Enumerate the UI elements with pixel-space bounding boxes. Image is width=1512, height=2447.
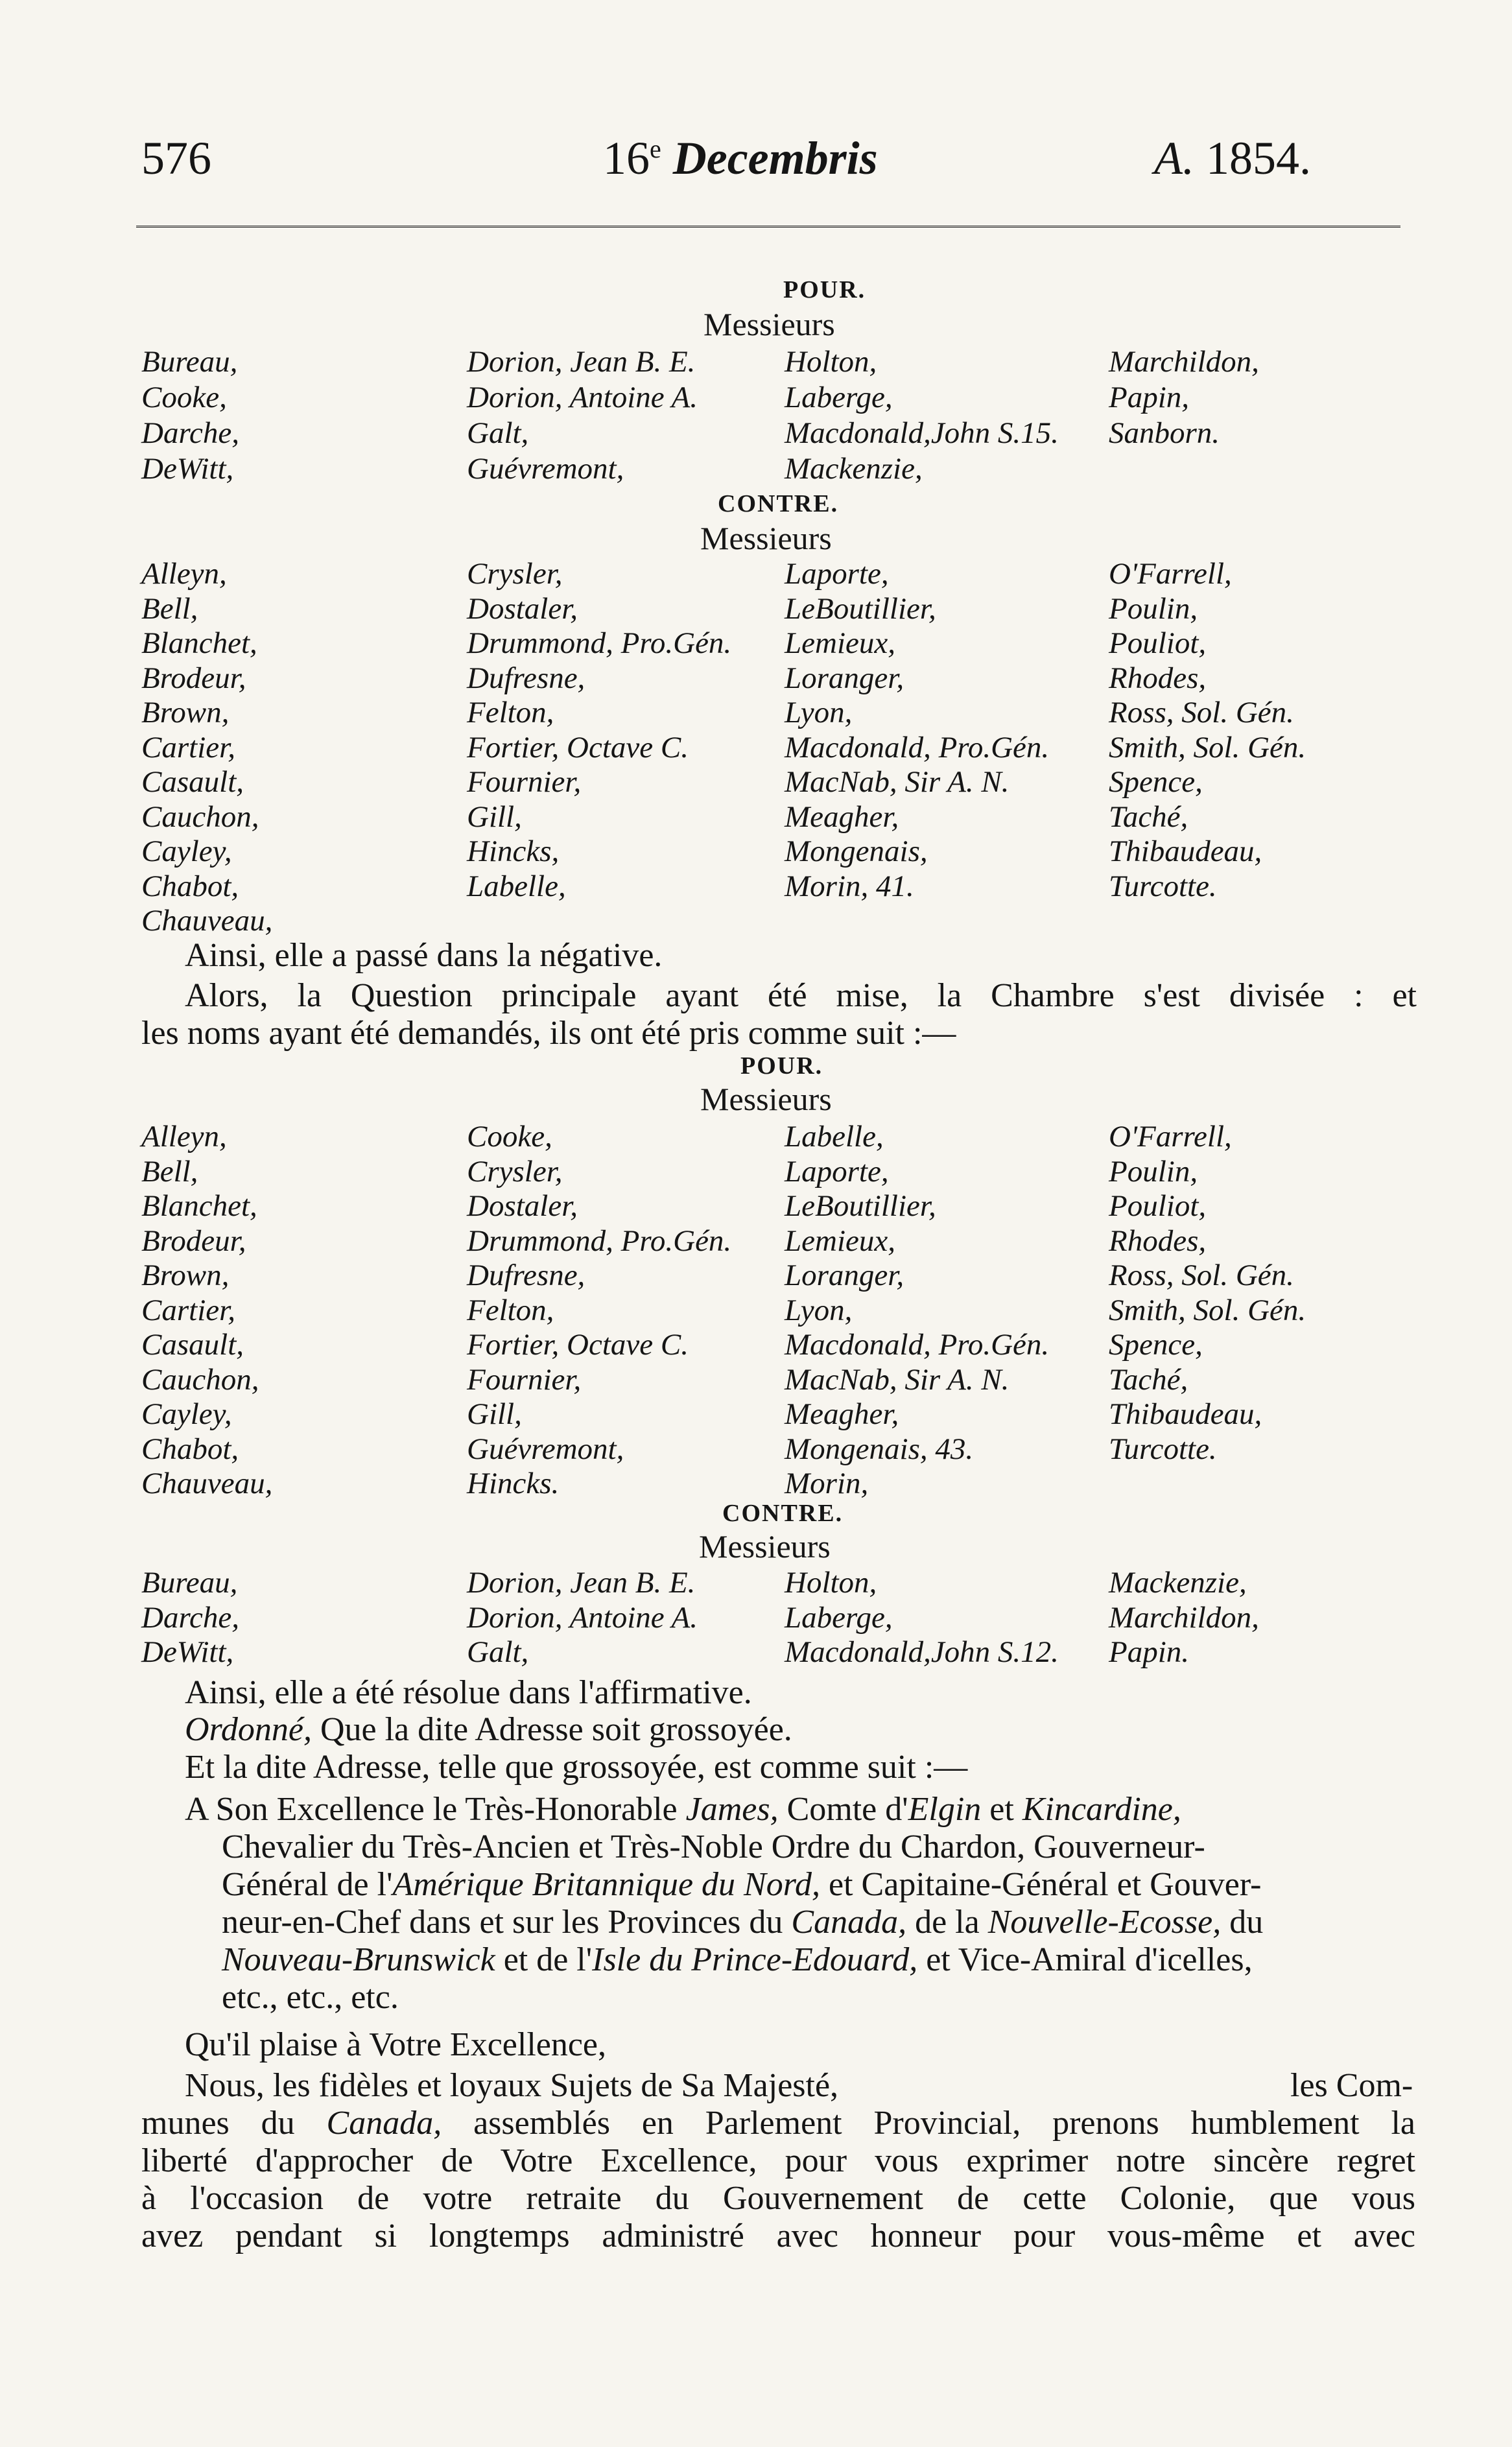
vote1-contre-label: CONTRE. — [718, 490, 839, 517]
vote2-pour-name: Cartier, — [141, 1293, 235, 1327]
vote2-pour-name: Crysler, — [467, 1154, 563, 1188]
vote1-pour-name: Galt, — [467, 416, 529, 450]
address-line4 — [222, 1904, 1417, 1941]
vote1-contre-name: O'Farrell, — [1109, 557, 1232, 591]
address-line5 — [222, 1941, 1417, 1979]
page-number: 576 — [141, 132, 211, 184]
vote2-pour-name: Pouliot, — [1109, 1189, 1207, 1223]
year-prefix: A. — [1154, 132, 1194, 184]
vote1-pour-name: Papin, — [1109, 381, 1190, 414]
vote1-contre-name: Poulin, — [1109, 591, 1198, 626]
vote2-pour-name: Dufresne, — [467, 1259, 585, 1292]
vote2-pour-name: Fortier, Octave C. — [467, 1328, 689, 1362]
vote2-pour-name: Fournier, — [467, 1362, 582, 1397]
vote2-pour-name: Casault, — [141, 1328, 244, 1362]
vote1-contre-name: Dufresne, — [467, 661, 585, 695]
address-l3-b: et Capitaine-Général et Gouver- — [820, 1866, 1262, 1903]
vote1-contre-name: Turcotte. — [1109, 869, 1217, 903]
vote2-pour-name: Felton, — [467, 1293, 554, 1327]
vote1-contre-messieurs: Messieurs — [700, 520, 832, 556]
vote2-pour-name: Smith, Sol. Gén. — [1109, 1293, 1306, 1327]
vote1-pour-name: Laberge, — [785, 381, 893, 414]
transition-line1: Alors, la Question principale ayant été mise, la Chambre s'est divisée : et — [185, 977, 1417, 1014]
vote1-pour-name: Cooke, — [141, 381, 227, 414]
vote1-pour-name: Darche, — [141, 416, 239, 450]
vote1-contre-name: Ross, Sol. Gén. — [1109, 696, 1294, 729]
year-value: 1854. — [1205, 132, 1311, 184]
vote1-contre-name: Cartier, — [141, 730, 235, 764]
address-l1-james: James, — [685, 1791, 779, 1828]
address-l4-a: neur-en-Chef dans et sur les Provinces du — [222, 1904, 792, 1941]
address-l1-a: A Son Excellence le Très-Honorable — [185, 1791, 686, 1828]
vote1-pour-name: Macdonald,John S.15. — [785, 416, 1059, 450]
vote1-contre-name: Spence, — [1109, 765, 1203, 799]
address-l4-b: de la — [906, 1904, 988, 1941]
vote1-contre-name: Macdonald, Pro.Gén. — [785, 730, 1050, 764]
vote1-contre-name: Brodeur, — [141, 661, 246, 695]
petition-l2-a: munes du — [141, 2105, 327, 2142]
vote2-contre-label: CONTRE. — [722, 1500, 844, 1527]
petition-line5: avez pendant si longtemps administré avec honneur pour vous-même et avec — [141, 2217, 1415, 2254]
vote1-pour-messieurs: Messieurs — [703, 306, 835, 342]
vote2-pour-name: Drummond, Pro.Gén. — [467, 1224, 732, 1258]
vote2-pour-name: Cauchon, — [141, 1362, 259, 1397]
address-l1-b: Comte d' — [778, 1791, 908, 1828]
vote2-pour-name: Morin, — [785, 1467, 869, 1500]
vote2-pour-name: Turcotte. — [1109, 1432, 1217, 1466]
vote2-pour-name: LeBoutillier, — [785, 1189, 936, 1223]
vote2-pour-label: POUR. — [740, 1052, 823, 1080]
vote2-contre-name: Dorion, Antoine A. — [467, 1600, 698, 1635]
vote2-contre-name: Marchildon, — [1109, 1600, 1259, 1635]
vote2-pour-messieurs: Messieurs — [700, 1081, 832, 1117]
address-l5-b: et Vice-Amiral d'icelles, — [917, 1941, 1253, 1978]
vote2-pour-name: Meagher, — [785, 1397, 899, 1431]
vote2-pour-name: Chabot, — [141, 1432, 239, 1466]
vote2-pour-name: Laporte, — [785, 1154, 889, 1188]
vote2-pour-name: Bell, — [141, 1154, 198, 1188]
vote1-contre-name: Alleyn, — [141, 557, 227, 591]
vote1-contre-name: Casault, — [141, 765, 244, 799]
address-l1-kincardine: Kincardine, — [1022, 1791, 1181, 1828]
vote1-contre-name: Chabot, — [141, 869, 239, 903]
transition-line2: les noms ayant été demandés, ils ont été pris comme suit :— — [141, 1015, 956, 1052]
address-line2: Chevalier du Très-Ancien et Très-Noble Ordre du Chardon, Gouverneur- — [222, 1828, 1205, 1865]
address-line1 — [185, 1791, 1417, 1828]
vote2-contre-name: Bureau, — [141, 1566, 238, 1600]
vote2-contre-name: DeWitt, — [141, 1635, 234, 1669]
vote1-contre-name: Blanchet, — [141, 626, 257, 660]
page-year — [1154, 132, 1311, 184]
vote2-contre-name: Dorion, Jean B. E. — [467, 1566, 696, 1600]
date-month: Decembris — [672, 132, 878, 184]
vote1-contre-name: Lyon, — [785, 696, 853, 729]
vote2-pour-name: Chauveau, — [141, 1467, 273, 1500]
vote2-pour-name: Guévremont, — [467, 1432, 624, 1466]
ordonne-word: Ordonné, — [185, 1711, 312, 1748]
vote1-contre-name: Hincks, — [467, 834, 560, 868]
address-l4-c: du — [1221, 1904, 1264, 1941]
vote1-contre-name: Drummond, Pro.Gén. — [467, 626, 732, 660]
vote1-contre-name: Cauchon, — [141, 799, 259, 834]
vote1-pour-name: DeWitt, — [141, 452, 234, 486]
vote1-contre-name: Laporte, — [785, 557, 889, 591]
vote2-result: Ainsi, elle a été résolue dans l'affirmative. — [185, 1674, 752, 1711]
vote1-contre-name: Lemieux, — [785, 626, 895, 660]
vote2-pour-name: Brodeur, — [141, 1224, 246, 1258]
vote2-pour-name: Poulin, — [1109, 1154, 1198, 1188]
vote2-pour-name: Labelle, — [785, 1120, 884, 1153]
vote2-pour-name: Spence, — [1109, 1328, 1203, 1362]
address-l5-nouveau-brunswick: Nouveau-Brunswick — [222, 1941, 495, 1978]
header-rule — [136, 226, 1400, 231]
address-l5-isle: Isle du Prince-Edouard, — [592, 1941, 918, 1978]
address-l1-c: et — [981, 1791, 1022, 1828]
petition-line4: à l'occasion de votre retraite du Gouvernement de cette Colonie, que vous — [141, 2180, 1415, 2217]
vote2-contre-name: Galt, — [467, 1635, 529, 1669]
vote1-contre-name: Pouliot, — [1109, 626, 1207, 660]
vote1-pour-name: Sanborn. — [1109, 416, 1220, 450]
vote2-contre-name: Mackenzie, — [1109, 1566, 1247, 1600]
ordonne-line — [185, 1713, 792, 1747]
vote1-contre-name: Loranger, — [785, 661, 904, 695]
vote1-contre-name: Thibaudeau, — [1109, 834, 1262, 868]
vote1-contre-name: Fournier, — [467, 765, 582, 799]
petition-line1-b: les Com- — [1290, 2067, 1413, 2104]
vote2-pour-name: Taché, — [1109, 1362, 1188, 1397]
adresse-intro: Et la dite Adresse, telle que grossoyée, est comme suit :— — [185, 1749, 968, 1786]
vote1-pour-name: Dorion, Antoine A. — [467, 381, 698, 414]
vote2-pour-name: Cooke, — [467, 1120, 552, 1153]
vote2-pour-name: Brown, — [141, 1259, 230, 1292]
vote1-contre-name: Brown, — [141, 696, 230, 729]
vote1-pour-name: Bureau, — [141, 345, 238, 379]
vote1-pour-name: Mackenzie, — [785, 452, 923, 486]
vote1-contre-name: Rhodes, — [1109, 661, 1207, 695]
vote2-contre-messieurs: Messieurs — [699, 1528, 831, 1565]
vote1-contre-name: Taché, — [1109, 799, 1188, 834]
vote2-pour-name: MacNab, Sir A. N. — [785, 1362, 1010, 1397]
vote1-contre-name: Bell, — [141, 591, 198, 626]
vote1-contre-name: Cayley, — [141, 834, 232, 868]
petition-line2 — [141, 2105, 1415, 2142]
address-l5-a: et de l' — [495, 1941, 593, 1978]
vote1-contre-name: Smith, Sol. Gén. — [1109, 730, 1306, 764]
address-line6: etc., etc., etc. — [222, 1979, 399, 2016]
vote1-contre-name: Meagher, — [785, 799, 899, 834]
vote2-contre-name: Papin. — [1109, 1635, 1190, 1669]
vote2-pour-name: Alleyn, — [141, 1120, 227, 1153]
vote1-contre-name: Chauveau, — [141, 904, 273, 938]
address-l1-elgin: Elgin — [908, 1791, 982, 1828]
page-date-heading — [603, 132, 878, 184]
date-number: 16 — [603, 132, 650, 184]
petition-line3: liberté d'approcher de Votre Excellence, pour vous exprimer notre sincère regret — [141, 2142, 1415, 2179]
vote1-contre-name: Dostaler, — [467, 591, 578, 626]
vote2-pour-name: Blanchet, — [141, 1189, 257, 1223]
vote2-contre-name: Laberge, — [785, 1600, 893, 1635]
vote2-pour-name: Hincks. — [467, 1467, 560, 1500]
vote2-contre-name: Macdonald,John S.12. — [785, 1635, 1059, 1669]
vote2-pour-name: Lemieux, — [785, 1224, 895, 1258]
address-line3 — [222, 1866, 1417, 1904]
vote2-pour-name: Cayley, — [141, 1397, 232, 1431]
date-superscript: e — [650, 134, 661, 163]
vote2-pour-name: Dostaler, — [467, 1189, 578, 1223]
petition-l2-canada: Canada, — [326, 2105, 442, 2142]
vote1-contre-name: Labelle, — [467, 869, 566, 903]
address-l4-canada: Canada, — [791, 1904, 907, 1941]
vote1-contre-name: Felton, — [467, 696, 554, 729]
petition-line1-a: Nous, les fidèles et loyaux Sujets de Sa Majesté, — [185, 2067, 839, 2104]
address-l4-nouvelle-ecosse: Nouvelle-Ecosse, — [987, 1904, 1222, 1941]
vote1-result: Ainsi, elle a passé dans la négative. — [185, 937, 663, 974]
vote1-contre-name: Gill, — [467, 799, 522, 834]
vote2-pour-name: Mongenais, 43. — [785, 1432, 974, 1466]
vote1-pour-name: Dorion, Jean B. E. — [467, 345, 696, 379]
vote1-pour-name: Marchildon, — [1109, 345, 1259, 379]
vote1-pour-name: Holton, — [785, 345, 877, 379]
vote2-pour-name: Ross, Sol. Gén. — [1109, 1259, 1294, 1292]
vote2-pour-name: Loranger, — [785, 1259, 904, 1292]
vote2-pour-name: Gill, — [467, 1397, 522, 1431]
vote1-contre-name: MacNab, Sir A. N. — [785, 765, 1010, 799]
petition-salutation: Qu'il plaise à Votre Excellence, — [185, 2026, 606, 2063]
address-l3-a: Général de l' — [222, 1866, 393, 1903]
vote2-pour-name: Thibaudeau, — [1109, 1397, 1262, 1431]
vote2-pour-name: Macdonald, Pro.Gén. — [785, 1328, 1050, 1362]
vote1-contre-name: Morin, 41. — [785, 869, 914, 903]
vote1-pour-name: Guévremont, — [467, 452, 624, 486]
vote1-contre-name: LeBoutillier, — [785, 591, 936, 626]
address-l3-amerique: Amérique Britannique du Nord, — [392, 1866, 821, 1903]
vote1-contre-name: Fortier, Octave C. — [467, 730, 689, 764]
vote2-pour-name: O'Farrell, — [1109, 1120, 1232, 1153]
vote2-contre-name: Holton, — [785, 1566, 877, 1600]
vote1-contre-name: Crysler, — [467, 557, 563, 591]
vote1-pour-label: POUR. — [783, 276, 866, 303]
ordonne-rest: Que la dite Adresse soit grossoyée. — [311, 1711, 792, 1748]
vote1-contre-name: Mongenais, — [785, 834, 928, 868]
vote2-pour-name: Lyon, — [785, 1293, 853, 1327]
vote2-pour-name: Rhodes, — [1109, 1224, 1207, 1258]
vote2-contre-name: Darche, — [141, 1600, 239, 1635]
petition-l2-b: assemblés en Parlement Provincial, prenons humblement la — [442, 2105, 1415, 2142]
